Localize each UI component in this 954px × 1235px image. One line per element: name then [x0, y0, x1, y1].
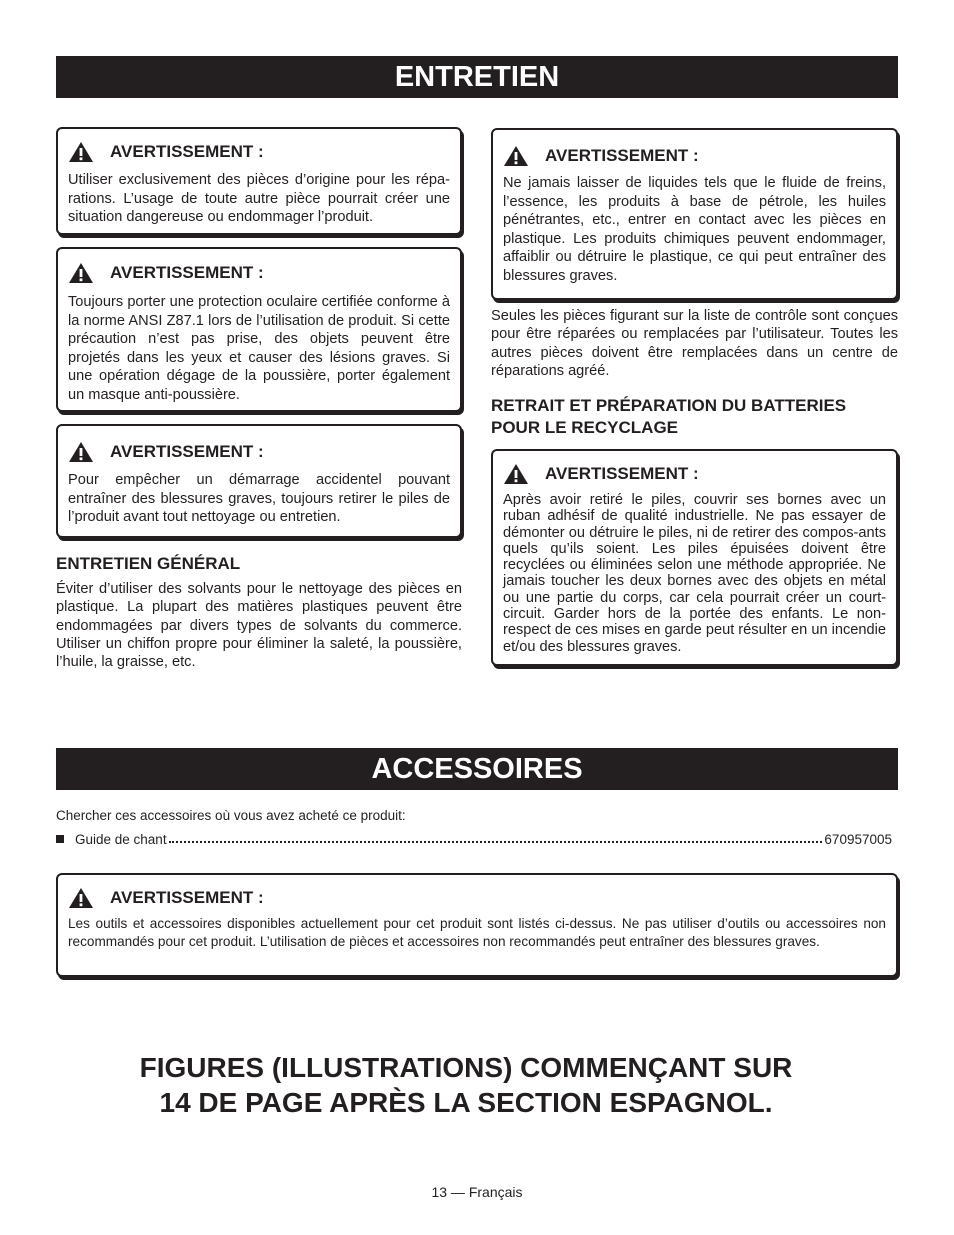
warning-text: Ne jamais laisser de liquides tels que le fluide de freins, l’essence, les produits à base de pétrole, les huiles pénétrantes, etc., entrer en contact avec les pièces en plastique. Les produits chimiques peuvent endommager, affaiblir ou détruire le plastique, ce qui peut entraîner des blessures graves.	[503, 175, 886, 284]
warning-triangle-icon	[68, 441, 94, 463]
heading-retrait-batteries	[491, 395, 898, 439]
warning-text: Pour empêcher un démarrage accidentel pouvant entraîner des blessures graves, toujours retirer le piles de l’produit avant tout nettoyage ou entretien.	[68, 472, 450, 525]
warning-text: Utiliser exclusivement des pièces d’origine pour les répa-rations. L’usage de toute autre pièce pourrait créer une situation dangereuse ou endommager l’produit.	[68, 172, 450, 225]
warning-text: Toujours porter une protection oculaire certifiée conforme à la norme ANSI Z87.1 lors de l’utilisation de produit. Si cette précaution n’est pas prise, des objets peuvent être projetés dans les yeux et causer des lésions graves. Si une opération dégage de la poussière, porter également un masque anti-poussière.	[68, 294, 450, 403]
warning-triangle-icon	[68, 141, 94, 163]
warning-label: AVERTISSEMENT :	[110, 142, 264, 161]
accessory-name: Guide de chant	[75, 831, 167, 847]
warning-box-battery-recycling	[491, 449, 898, 666]
figures-note	[0, 1050, 954, 1120]
accessory-list-item	[56, 830, 892, 848]
leader-dots	[169, 841, 823, 843]
heading-line: RETRAIT ET PRÉPARATION DU BATTERIES	[491, 396, 847, 415]
warning-triangle-icon	[503, 463, 529, 485]
warning-label: AVERTISSEMENT :	[110, 888, 264, 907]
warning-box-eye-protection	[56, 247, 462, 412]
section-title-accessoires: ACCESSOIRES	[56, 748, 898, 790]
heading-line: POUR LE RECYCLAGE	[491, 418, 679, 437]
heading-entretien-general: ENTRETIEN GÉNÉRAL	[56, 554, 241, 573]
section-title-entretien: ENTRETIEN	[56, 56, 898, 98]
page-footer: 13 — Français	[431, 1184, 523, 1200]
warning-triangle-icon	[503, 145, 529, 167]
warning-box-accessories	[56, 873, 898, 977]
figures-note-line: 14 DE PAGE APRÈS LA SECTION ESPAGNOL.	[159, 1087, 773, 1118]
warning-box-original-parts	[56, 127, 462, 235]
entretien-general-text: Éviter d’utiliser des solvants pour le nettoyage des pièces en plastique. La plupart des matières plastiques peuvent être endommagées par divers types de solvants du commerce. Utiliser un chiffon propre pour éliminer la saleté, la poussière, l’huile, la graisse, etc.	[56, 581, 462, 671]
warning-label: AVERTISSEMENT :	[110, 263, 264, 282]
warning-text: Après avoir retiré le piles, couvrir ses bornes avec un ruban adhésif de qualité industrielle. Ne pas essayer de démonter ou détruire le piles, ni de retirer des compos-ants quels qu’ils soient. Les piles épuisées doivent être recyclées ou éliminées selon une méthode appropriée. Ne jamais toucher les deux bornes avec des objets en métal ou une partie du corps, car cela pourrait créer un court-circuit. Garder hors de la portée des enfants. Le non-respect de ces mises en garde peut résulter en un incendie et/ou des blessures graves.	[503, 492, 886, 655]
warning-triangle-icon	[68, 887, 94, 909]
warning-triangle-icon	[68, 262, 94, 284]
warning-box-remove-battery	[56, 424, 462, 538]
warning-label: AVERTISSEMENT :	[545, 464, 699, 483]
accessory-part-number: 670957005	[824, 831, 892, 847]
warning-box-liquids	[491, 128, 898, 300]
square-bullet-icon	[56, 835, 64, 843]
warning-label: AVERTISSEMENT :	[545, 146, 699, 165]
warning-label: AVERTISSEMENT :	[110, 442, 264, 461]
warning-text: Les outils et accessoires disponibles actuellement pour cet produit sont listés ci-dessus. Ne pas utiliser d’outils ou accessoires non recommandés pour cet produit. L’utilisation de pièces et accessoires non recommandés peut entraîner des blessures graves.	[68, 916, 886, 949]
accessories-intro: Chercher ces accessoires où vous avez acheté ce produit:	[56, 808, 406, 823]
replaceable-parts-note: Seules les pièces figurant sur la liste de contrôle sont conçues pour être réparées ou remplacées par l’utilisateur. Toutes les autres pièces doivent être remplacées dans un centre de réparations agréé.	[491, 308, 898, 379]
figures-note-line: FIGURES (ILLUSTRATIONS) COMMENÇANT SUR	[139, 1052, 793, 1083]
